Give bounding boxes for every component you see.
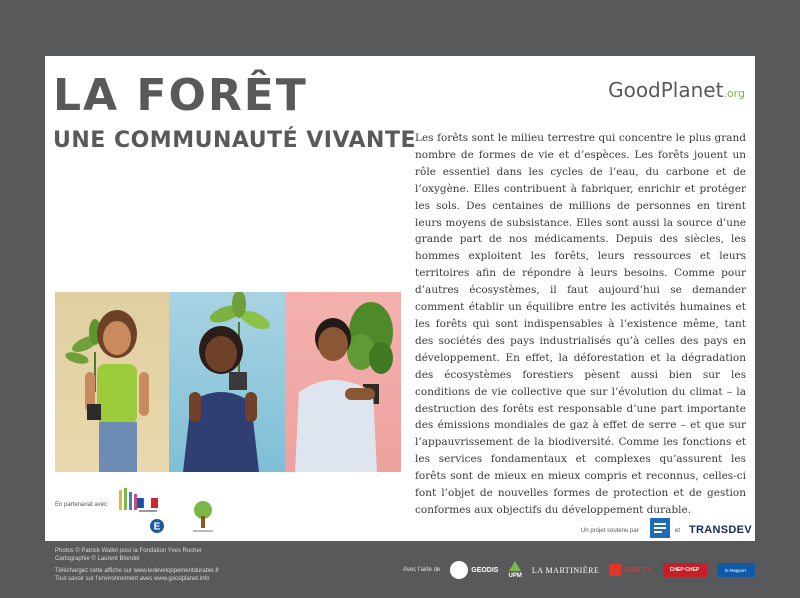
- child-figure: [183, 326, 259, 472]
- upm-leaf-icon: [509, 561, 521, 571]
- credit-download: Téléchargez cette affiche sur www.ledeveloppementdurable.fr: [55, 568, 219, 574]
- photo-girl-smiling: [169, 292, 285, 472]
- page-subtitle: UNE COMMUNAUTÉ VIVANTE: [53, 128, 416, 153]
- geodis-logo: [450, 561, 498, 579]
- sponsor-logos: [403, 561, 755, 579]
- supported-label: Un projet soutenu par: [581, 528, 639, 534]
- poster: [45, 56, 755, 541]
- partner-logo-blue-square: [650, 518, 670, 542]
- photo-boy-with-plant: [285, 292, 401, 472]
- credit-goodplanet: Tout savoir sur l’environnement avec www.goodplanet.info: [55, 576, 210, 582]
- footer-credits: [55, 547, 219, 583]
- upm-label: UPM: [508, 573, 522, 579]
- credit-cartography: Cartographie © Laurent Blondel: [55, 556, 140, 562]
- photo-strip: [55, 292, 401, 472]
- with-help-label: Avec l’aide de: [403, 567, 441, 573]
- darty-label: DARTY: [623, 566, 653, 574]
- geodis-label: GEODIS: [471, 566, 499, 574]
- geodis-circle-icon: [450, 561, 468, 579]
- upm-logo: [508, 561, 521, 579]
- footer: [0, 541, 800, 598]
- goodplanet-logo: [608, 78, 745, 102]
- goodplanet-logo-suffix: .org: [723, 87, 745, 100]
- goodplanet-logo-main: GoodPlanet: [608, 78, 724, 102]
- lamartiniere-logo: LA MARTINIÈRE: [531, 565, 600, 575]
- blue-sponsor-logo: le Rapport: [717, 563, 755, 577]
- body-text: Les forêts sont le milieu terrestre qui concentre le plus grand nombre de formes de vie et d’espèces. Les forêts jouent un rôle essentiel dans les cycles de l’eau, du carbone et de l’oxygène. Elles contribuent à fabriquer, enrichir et protéger les sols. Des centaines de millions de personnes en tirent leurs moyens de subsistance. Elles sont aussi la source d’une grande part de nos médicaments. Depuis des siècles, les hommes exploitent les forêts, leurs ressources et leurs territoires afin de répondre à leurs besoins. Comme pour d’autres écosystèmes, il faut aujourd’hui se demander comment établir un équilibre entre les activités humaines et les forêts qui sont indispensables à l’existence même, tant des sociétés des pays industrialisés qu’à celles des pays en développement. En effet, la déforestation et la dégradation des écosystèmes forestiers pèsent aussi bien sur les conditions de vie collective que sur l’évolution du climat – la destruction des forêts est responsable d’une part importante des émissions mondiales de gaz à effet de serre – et que sur l’appauvrissement de la biodiversité. Comme les fonctions et les services fondamentaux et complexes qu’assurent les forêts sont de mieux en mieux compris et reconnus, celles-ci font l’objet de nouvelles formes de protection et de gestion conformes aux objectifs du développement durable.: [415, 132, 746, 516]
- partners-label: En partenariat avec: [55, 502, 108, 508]
- photo-girl-with-plant: [55, 292, 169, 472]
- page-title: LA FORÊT: [53, 70, 308, 121]
- svg-text:E: E: [153, 521, 161, 533]
- red-sponsor-logo: CHEP·CHEP: [663, 563, 707, 577]
- darty-logo: [609, 564, 652, 576]
- darty-box-icon: [609, 564, 621, 576]
- partner-logo-tree: [191, 500, 215, 538]
- partner-logo-ministry: [137, 498, 159, 518]
- transdev-logo: TRANSDEV: [689, 524, 752, 536]
- partner-logo-e: [149, 518, 165, 538]
- credit-photos: Photos © Patrick Wallet pour la Fondation Yves Rocher: [55, 548, 202, 554]
- supported-and: et: [675, 528, 681, 534]
